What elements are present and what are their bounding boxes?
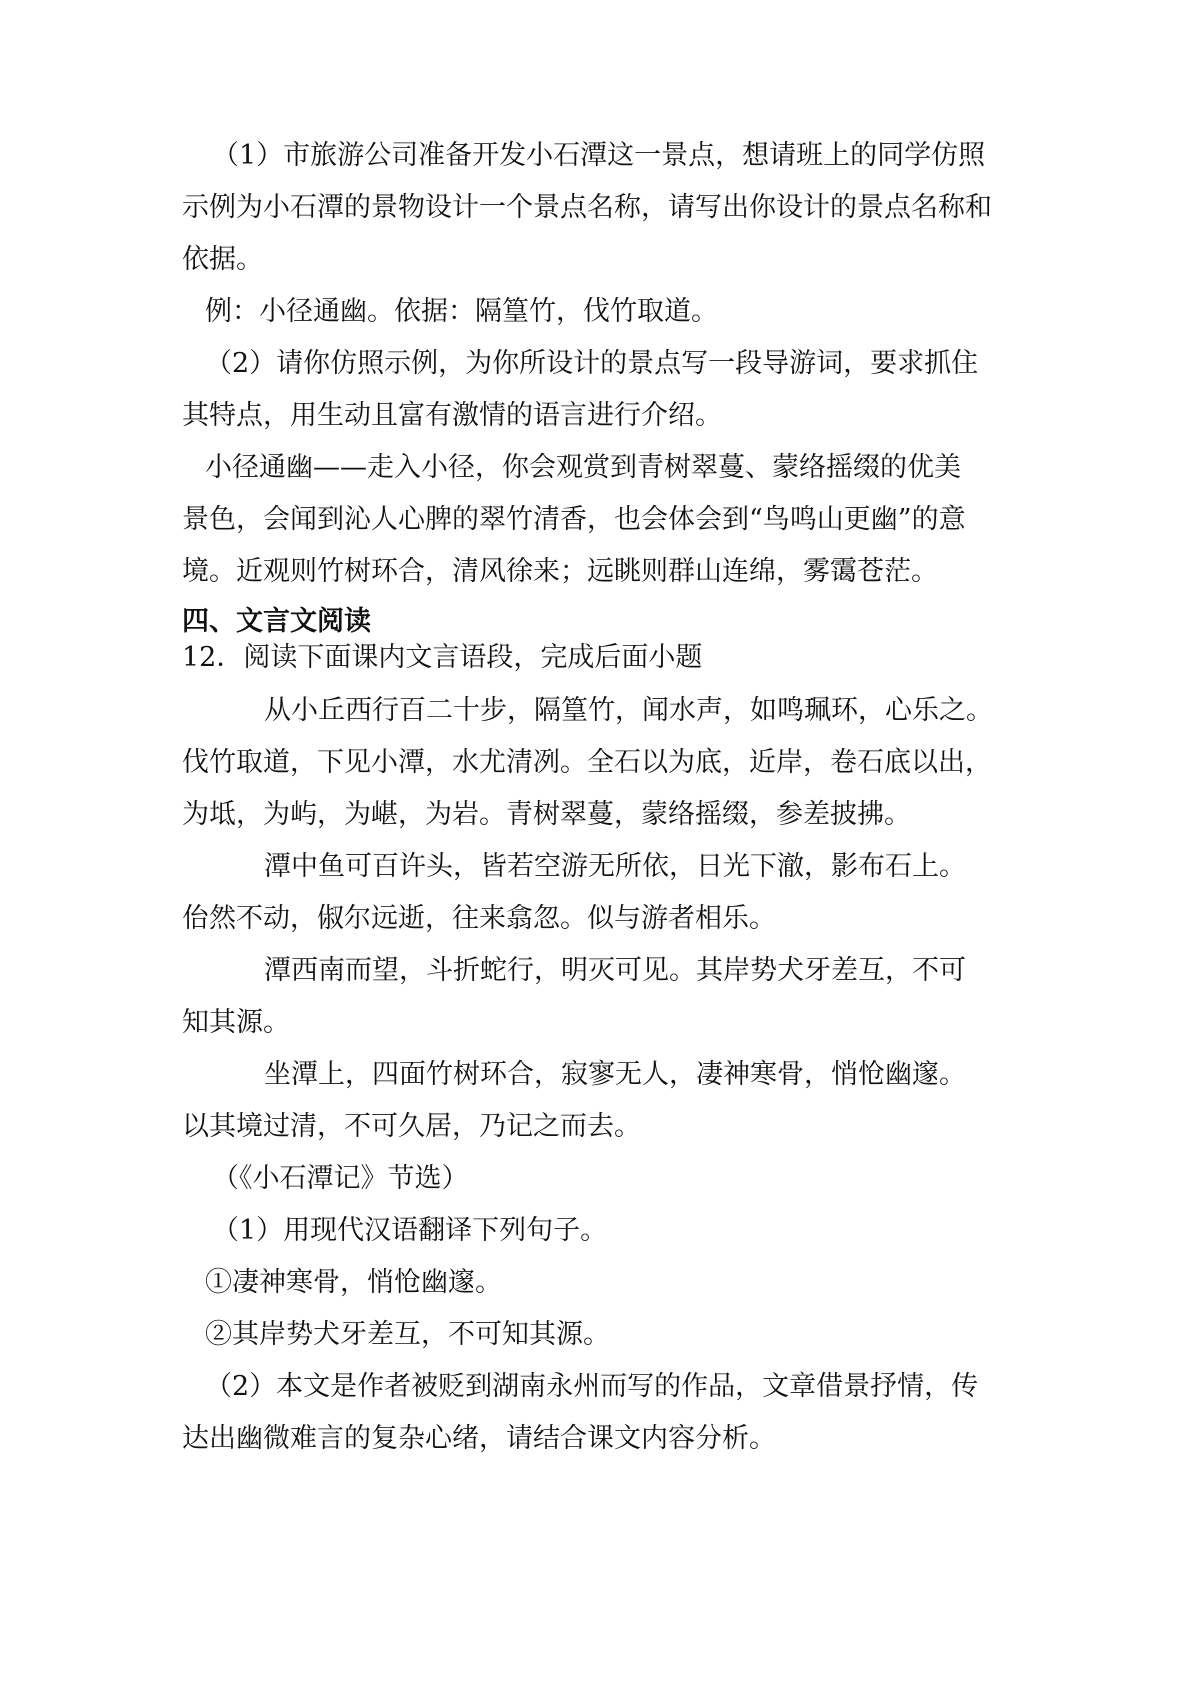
q11-part1-line1: （1）市旅游公司准备开发小石潭这一景点，想请班上的同学仿照 [212,140,986,171]
q12-para3-line1: 潭西南而望，斗折蛇行，明灭可见。其岸势犬牙差互，不可 [264,955,966,986]
q12-sub2-line2: 达出幽微难言的复杂心绪，请结合课文内容分析。 [182,1423,776,1454]
section-heading: 四、文言文阅读 [182,606,371,637]
q12-sub1-item-a: ①凄神寒骨，悄怆幽邃。 [205,1267,502,1298]
q12-source: （《小石潭记》节选） [212,1163,469,1194]
q11-part1-line3: 依据。 [182,244,263,275]
q11-part1-line2: 示例为小石潭的景物设计一个景点名称，请写出你设计的景点名称和 [182,192,992,223]
q12-sub1-item-b: ②其岸势犬牙差互，不可知其源。 [205,1319,610,1350]
q11-part2-line1: （2）请你仿照示例，为你所设计的景点写一段导游词，要求抓住 [205,348,979,379]
q12-para2-line1: 潭中鱼可百许头，皆若空游无所依，日光下澈，影布石上。 [264,851,966,882]
q11-sample-line2: 景色，会闻到沁人心脾的翠竹清香，也会体会到“鸟鸣山更幽”的意 [182,504,966,535]
q12-sub1: （1）用现代汉语翻译下列句子。 [212,1215,608,1246]
q12-para4-line2: 以其境过清，不可久居，乃记之而去。 [182,1111,641,1142]
q12-sub2-line1: （2）本文是作者被贬到湖南永州而写的作品，文章借景抒情，传 [205,1371,979,1402]
q11-part2-line2: 其特点，用生动且富有激情的语言进行介绍。 [182,400,722,431]
q12-para2-line2: 佁然不动，俶尔远逝，往来翕忽。似与游者相乐。 [182,903,776,934]
q11-sample-line3: 境。近观则竹树环合，清风徐来；远眺则群山连绵，雾霭苍茫。 [182,556,938,587]
q12-para1-line2: 伐竹取道，下见小潭，水尤清冽。全石以为底，近岸，卷石底以出， [182,747,992,778]
q11-sample-line1: 小径通幽——走入小径，你会观赏到青树翠蔓、蒙络摇缀的优美 [205,452,961,483]
q12-para4-line1: 坐潭上，四面竹树环合，寂寥无人，凄神寒骨，悄怆幽邃。 [264,1059,966,1090]
q12-intro: 12．阅读下面课内文言语段，完成后面小题 [182,642,703,673]
q12-para1-line1: 从小丘西行百二十步，隔篁竹，闻水声，如鸣珮环，心乐之。 [264,695,993,726]
q12-para1-line3: 为坻，为屿，为嵁，为岩。青树翠蔓，蒙络摇缀，参差披拂。 [182,799,911,830]
q12-para3-line2: 知其源。 [182,1007,290,1038]
q11-example: 例：小径通幽。依据：隔篁竹，伐竹取道。 [205,296,718,327]
